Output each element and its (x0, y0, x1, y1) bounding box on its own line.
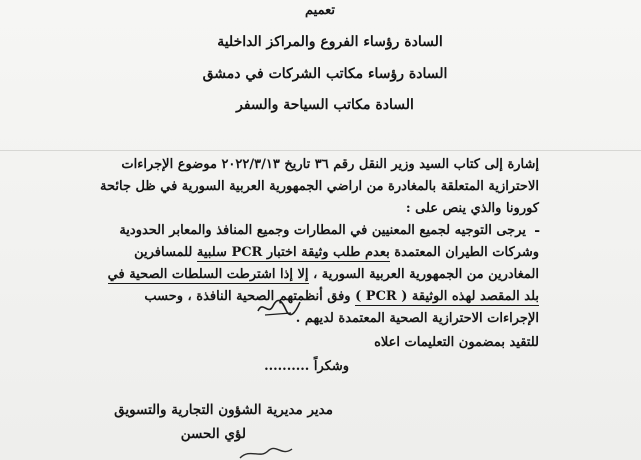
bullet-line-3-underlined: إلا إذا اشترطت السلطات الصحية في (107, 267, 309, 282)
bullet-line-4 (144, 290, 539, 303)
bullet-line-3 (108, 268, 539, 281)
signature-scribble (255, 296, 303, 318)
body-intro-line-2: الاحترازية المتعلقة بالمغادرة من اراضي الجمهورية العربية السورية في ظل جائحة (100, 179, 539, 194)
body-intro-line-1: إشارة إلى كتاب السيد وزير النقل رقم ٣٦ تاريخ ٢٠٢٢/٣/١٣ موضوع الإجراءات (121, 157, 539, 172)
instruction-line: للتقيد بمضمون التعليمات اعلاه (374, 335, 539, 350)
recipient-line-2: السادة رؤساء مكاتب الشركات في دمشق (202, 66, 448, 82)
bullet-line-2-suffix: للمسافرين (134, 245, 197, 260)
bullet-line-4-underlined: بلد المقصد لهذه الوثيقة ( PCR ) (355, 289, 539, 304)
signature-stamp-fragment (236, 446, 296, 460)
bullet-line-2-prefix: وشركات الطيران المعتمدة (389, 245, 539, 260)
bullet-line-4-suffix: وفق أنظمتهم الصحية النافذة ، وحسب (144, 289, 356, 304)
bullet-line-2-underlined: بعدم طلب وثيقة اختبار PCR سلبية (196, 245, 390, 260)
signoff-name: لؤي الحسن (180, 426, 246, 442)
bullet-line-1: يرجى التوجيه لجميع المعنيين في المطارات وجميع المنافذ والمعابر الحدودية (119, 223, 526, 238)
page-fold-line (0, 150, 641, 151)
signoff-title: مدير مديرية الشؤون التجارية والتسويق (114, 402, 333, 418)
document-heading: تعميم (305, 3, 335, 18)
bullet-line-5: الإجراءات الاحترازية الصحية المعتمدة لديهم . (295, 311, 539, 326)
recipient-line-3: السادة مكاتب السياحة والسفر (236, 97, 414, 113)
bullet-marker: - (534, 223, 540, 239)
body-intro-line-3: كورونا والذي ينص على : (405, 201, 539, 216)
bullet-line-2 (134, 246, 539, 259)
thanks-line: وشكراً .......... (264, 359, 349, 374)
bullet-line-3-prefix: المغادرين من الجمهورية العربية السورية ، (308, 267, 539, 282)
recipient-line-1: السادة رؤساء الفروع والمراكز الداخلية (217, 34, 443, 50)
